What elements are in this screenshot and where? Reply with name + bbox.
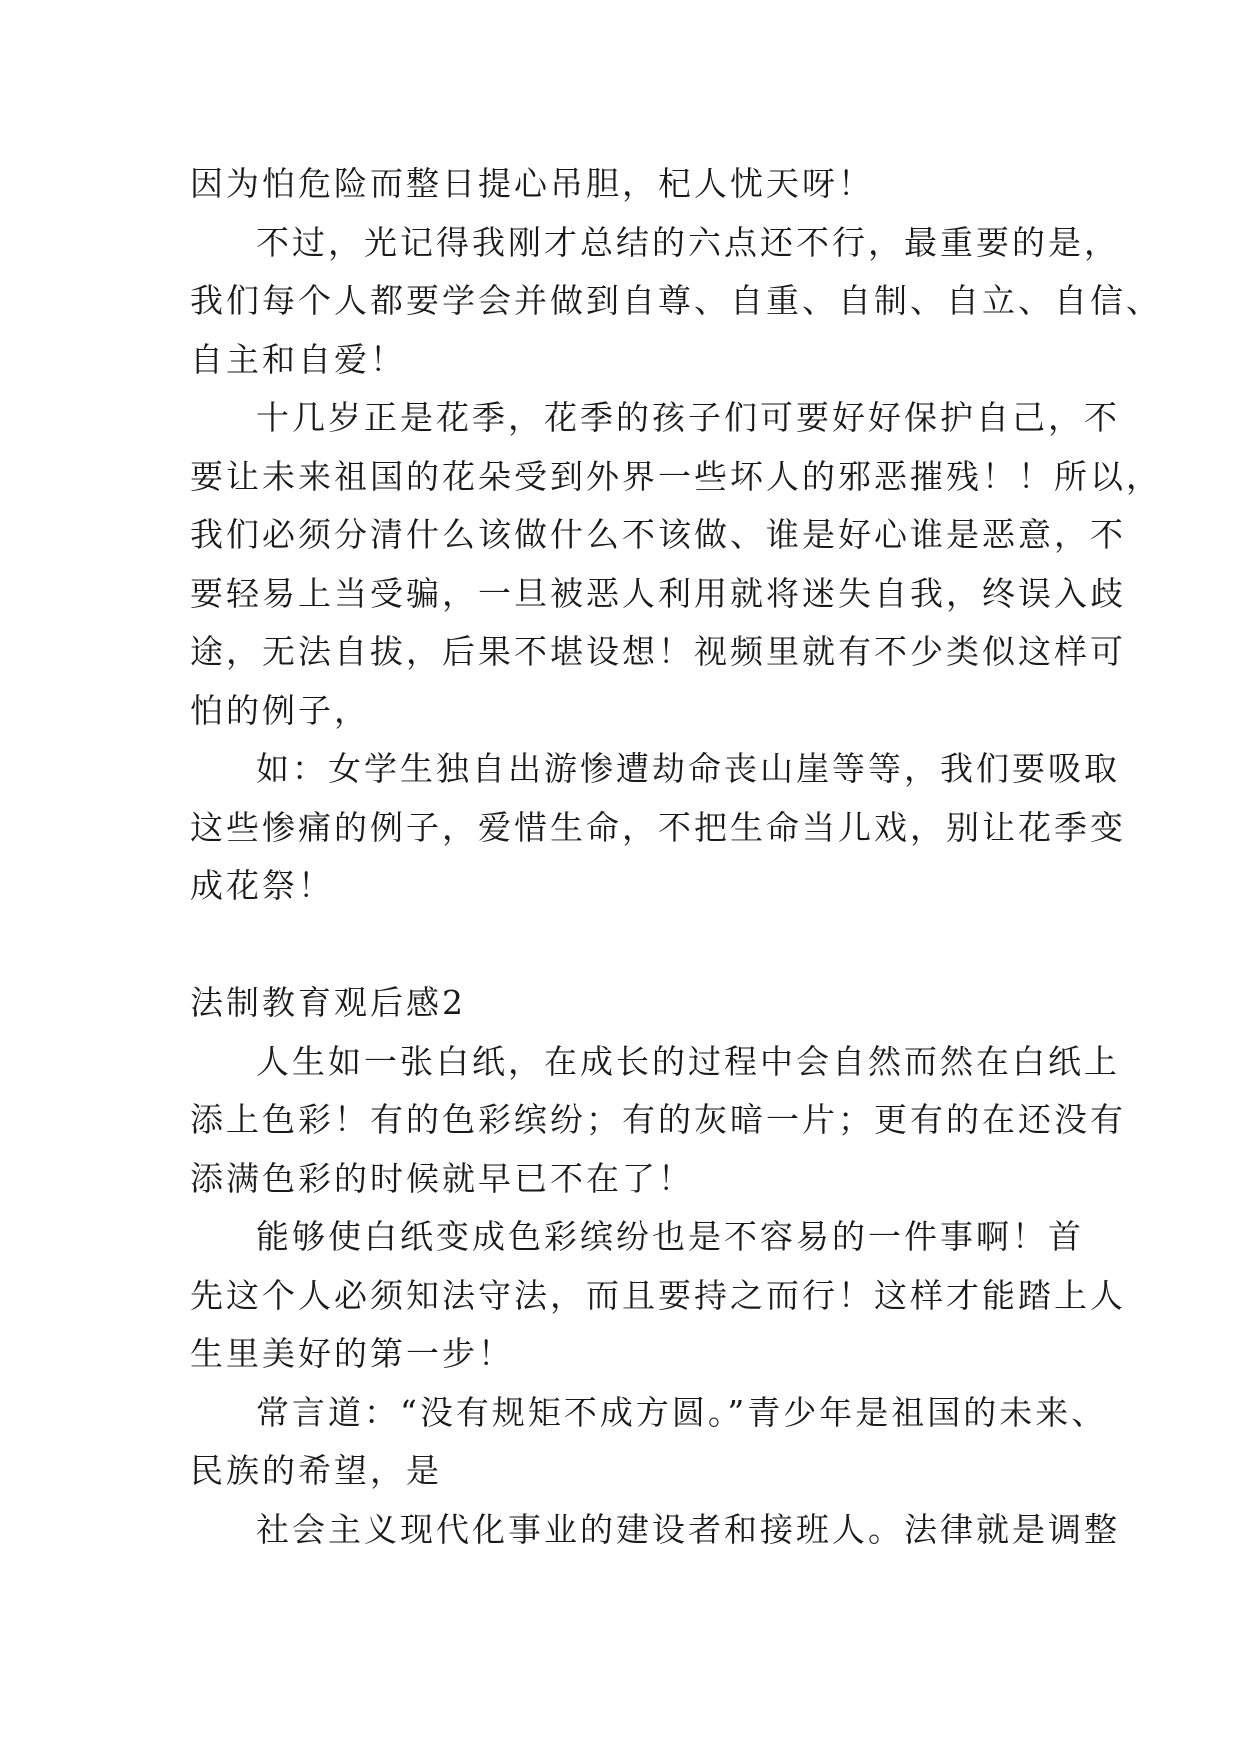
text-line: 能够使白纸变成色彩缤纷也是不容易的一件事啊！首 (256, 1217, 1084, 1256)
paragraph (190, 389, 1162, 740)
text-line: 因为怕危险而整日提心吊胆，杞人忧天呀！ (190, 164, 874, 203)
paragraph (190, 740, 1126, 916)
text-line: 要轻易上当受骗，一旦被恶人利用就将迷失自我，终误入歧 (190, 573, 1126, 613)
text-line: 我们必须分清什么该做什么不该做、谁是好心谁是恶意，不 (190, 515, 1126, 554)
text-line: 先这个人必须知法守法，而且要持之而行！这样才能踏上人 (190, 1275, 1126, 1315)
text-line: 常言道：“没有规矩不成方圆。”青少年是祖国的未来、 (256, 1392, 1108, 1432)
text-line: 社会主义现代化事业的建设者和接班人。法律就是调整 (256, 1509, 1120, 1549)
text-line: 如：女学生独自出游惨遭劫命丧山崖等等，我们要吸取 (256, 749, 1120, 788)
paragraph (190, 1384, 1108, 1501)
text-line: 我们每个人都要学会并做到自尊、自重、自制、自立、自信、 (190, 281, 1162, 320)
paragraph (190, 1501, 1120, 1560)
text-line: 添满色彩的时候就早已不在了！ (190, 1158, 694, 1198)
paragraph (190, 214, 1162, 390)
paragraph (190, 155, 1070, 214)
text-line: 成花祭！ (190, 866, 334, 905)
section-heading: 法制教育观后感2 (190, 983, 466, 1022)
paragraph-spacer (190, 916, 1070, 975)
text-line: 途，无法自拔，后果不堪设想！视频里就有不少类似这样可 (190, 632, 1126, 671)
text-line: 怕的例子， (190, 690, 370, 730)
text-line: 这些惨痛的例子，爱惜生命，不把生命当儿戏，别让花季变 (190, 807, 1126, 847)
paragraph (190, 1208, 1126, 1384)
document-body (190, 155, 1162, 1559)
text-line: 不过，光记得我刚才总结的六点还不行，最重要的是， (256, 222, 1120, 262)
text-line: 十几岁正是花季，花季的孩子们可要好好保护自己，不 (256, 398, 1120, 437)
text-line: 自主和自爱！ (190, 339, 406, 379)
text-line: 添上色彩！有的色彩缤纷；有的灰暗一片；更有的在还没有 (190, 1100, 1126, 1139)
text-line: 人生如一张白纸，在成长的过程中会自然而然在白纸上 (256, 1041, 1120, 1081)
text-line: 生里美好的第一步！ (190, 1334, 514, 1373)
text-line: 民族的希望，是 (190, 1451, 442, 1490)
paragraph (190, 1033, 1126, 1209)
text-line: 要让未来祖国的花朵受到外界一些坏人的邪恶摧残！！所以， (190, 456, 1162, 496)
